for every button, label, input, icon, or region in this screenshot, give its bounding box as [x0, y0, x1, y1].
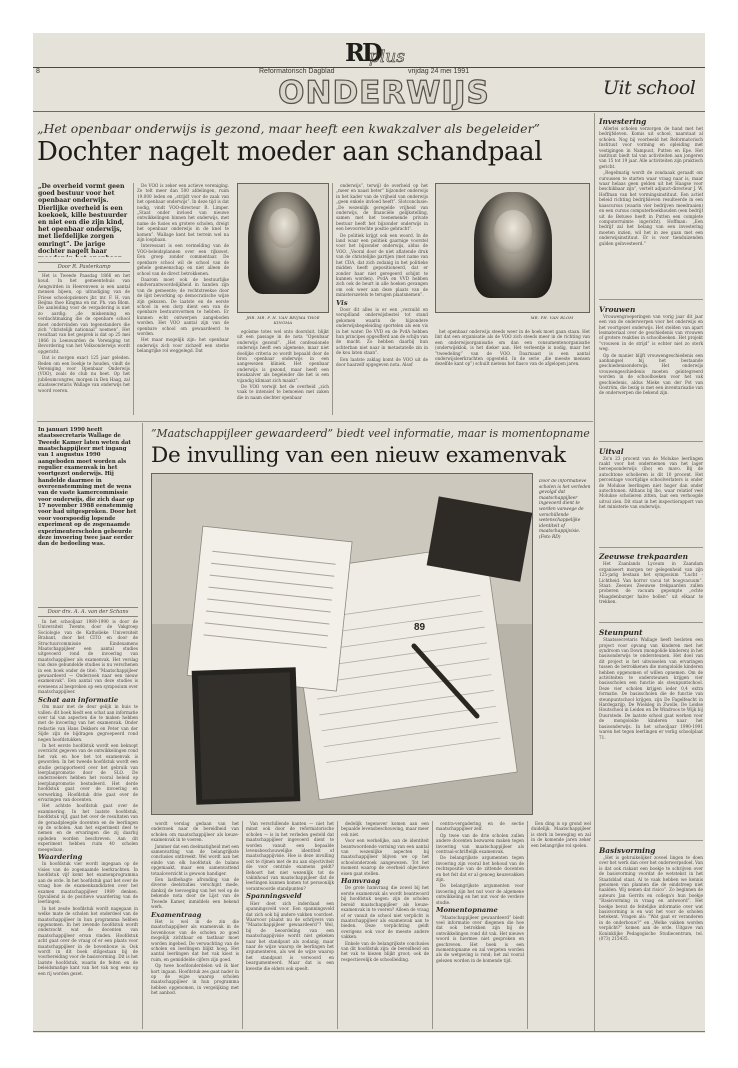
rc-head-steunpunt: Steunpunt	[599, 628, 643, 638]
article2-body-col2: Van verschillende kanten — niet het minst ook door de reformatorische scholen — is in het verleden gesteld dat maatschappijleer ingevoerd dient te worden vanuit een bepaalde levensbeschouwelijke identiteit of maatschappijvisie. Hoe is deze invulling ooit te rijmen met de nu aan objectiviteit die voor centrale examens geldt? Behoort het niet wezenlijk tot de vakinhoud van maatschappijleer dat de leerlingen kunnen komen tot persoonlijk verantwoorde standpunten? Spanningsveld Hier doet zich inderdaad een spanningsveld voor. Een spanningsveld dat zich ook bij andere vakken voordoet. Waarvoor plaatst nu de schrijvers van ”Maatschappijleer gewaardeerd”? Wel, bij de beoordeling van een maatschappijvisie wordt niet gekeken naar het standpunt als zodanig, maar naar de wijze waarop de leerlingen het argumenteren, als wel de wijze waarop het standpunt is verwoord en beargumenteerd. Maar dat is een kwestie die elders ook speelt.	[246, 821, 334, 971]
portrait-1-face	[268, 208, 300, 248]
rd-logo-plus: plus	[369, 47, 405, 67]
article2-sub-momentopname: Momentopname	[436, 906, 498, 915]
article2-body-col3: dedelijk tegenover komen aan een bepaalde levensbeschouwing, maar meer ook niet. Voor een werkelijke, aan de identiteit beantwoordende vorming van een aantal van wezenlijke aspecten bij maatschappijleer blijven we op het schoolonderzoek aangewezen. Tot het moment waarop de overheid objectieve eisen gaat stellen. Hamvraag De grote hamvraag die zowel bij het eerste examenvak als wordt beantwoord bij hoofdstuk negen: zijn de scholen bereid maatschappijleer als keuze-examenvak in te voeren? Alleen de vraag of er vanuit de school niet verplicht is maatschappijleer als examenvak aan te bieden. Deze verplichting geldt overigens ook voor de meeste andere vakken. Enkele van de belangrijkste conclusies van dit hoofdstuk zijn: de bereidheid om het vak te kiezen blijkt groot; ook de respectievelijk de schoolleiding.	[341, 821, 429, 962]
exam-photo-caption: Door de informatieve scholen is het verleden gevolgd dat maatschappijleer ingevoerd dient te worden vanwege de verschillende wetenschappelijke identiteit of maatschappijvisie. (Foto RD)	[539, 479, 591, 540]
newspaper-page	[33, 33, 705, 1033]
article1-body-col1: Het is Tweede Paasdag 1866 en het koud. In het gemeentehuis van Aengwirden in Heerenveen is een aantal mensen bijeen, op uitnodiging van de Friese schoolopzieners jhr. mr. F. H. van Beijma thoe Kingma en mr. Ph. van Blom. De aanleiding voor de vergadering is niet zo aardig: „de miskenning en verdachtmaking die de openbare school moet ondervinden van tegenstanders die zich ”christelijk nationaal” noemen”. Het resultaat van het gesprek is dat op 25 mei 1866 in Leeuwarden de Vereniging tot Bevordering van het Volksonderwijs wordt opgericht. Dat is morgen exact 125 jaar geleden. Reden om een boekje te houden, vindt de Vereniging voor Openbaar Onderwijs (VOO), zoals de club nu heet. Op het jubileumcongres, morgen in Den Haag, zal staatssecretaris Wallage van onderwijs het woord voeren.	[38, 273, 130, 393]
article2-body-col1: wordt verslag gedaan van het onderzoek naar de bereidheid van scholen om maatschappijleer als keuze-examenvak in te voeren. Jammer dat een doelmatigheid met een samenvatting van de belangrijkste conclusies ontbreekt. Wel wordt aan het einde van elk hoofdstuk de balans opgemaakt, maar een samenvattend totaaloverzicht is gewoon handiger. Een lastbehagte afronding van de diverse deelstudies verschijnt mede, dankzij de toevoeging van het wel op de bekende nota door de Lijst van de Tweede Kamer, inmiddels een bekend werk. Examentraag Het is wel in de zin die maatschappijleer als examenvak in de bovenbouw van de scholen zo goed mogelijk zichtbaar en tastbaar moet worden ingebed. De verwachting van de scholen en leerlingen blijkt hoog. Het aantal leerlingen dat het vak kiest is ruim, en gemiddelde cijfers zijn goed. Op twee hoofdonderdelen wil ik hier kort ingaan. Hoofdstuk zes gaat nader in op de wijze waarop scholen maatschappijleer in hun programma hebben opgenomen, in vergelijking met het aanbod.	[151, 821, 239, 996]
article2-body-col4: centra-vergadering en de sectie maatschappijleer zelf. Op twee van de drie scholen zullen andere docenten bezwaren maken tegen invoering van maatschappijleer als centraal-schriftelijk examenvak. De belangrijkste argumenten tegen invoering zijn vooral het behoud van de rechtspositie van de zittende docenten en het feit dat er al genoeg keuzevakken zijn. De belangrijkste argumenten voor invoering zijn het nut voor de algemene ontwikkeling en het nut voor de verdere studie. Momentopname ”Maatschappijleer gewaardeerd” biedt veel informatie over diegenen die hoe dat ook betrokken zijn bij de ontwikkelingen rond dit vak. Het nieuwe woord is hiermee niet gesproken en geschreven. Het boek is een momentopname en zal vergeten worden als de wetgeving is rond; het zal vooral gelezen worden in de komende tijd.	[436, 821, 524, 963]
rc-body-zeeuwse: Het Zaanlands Lyceum in Zaandam organiseert morgen ter gelegenheid van zijn 125-jarig bestaan het symposium ”Lucht - Lichtheid. Van horror vacui tot hoogvacuum”. Staat: Zeeuws Zeeuwse trekpaarden zullen proberen de vacuum gepompte „echte Maagdenburger halve bollen” uit elkaar te trekken.	[599, 561, 703, 605]
rc-head-uitval: Uitval	[599, 446, 624, 456]
portrait-photo-2	[435, 183, 590, 313]
exam-photo	[151, 473, 533, 815]
portrait-2-face	[494, 210, 532, 254]
article1-headline: Dochter nagelt moeder aan schandpaal	[37, 137, 543, 167]
rc-body-steunpunt: Staatssecretaris Wallage heeft besloten een project voor opvang van kinderen met het syndroom van Down (mongolide kinderen) in het basisonderwijs te ondersteunen. Het doel van dit project is het uitwisselen van ervaringen tussen de betrokkenen die mongoloïde kinderen hebben opgenomen of willen opnemen. Om de activiteiten te ondersteunen krijgen vier basisscholen een functie als steunpuntschool. Deze vier scholen krijgen ieder 0,4 extra formatie. De basisscholen die de functie van steunpuntschool krijgen, zijn De Fagelfeacht in Hardegarijp, De Wielsleg in Zwolle, De Leidse Houtschool in Leiden en De Windroos te Wijk bij Duurstede. De laatste school gaat werken voor de mongoloïde kinderen naar het basisonderwijs. In het schooljaar 1990-1991 waren het tegen leerlingen er verlig schoolplaat 71.	[599, 637, 703, 740]
paper-name: Reformatorisch Dagblad	[259, 68, 335, 75]
article1-body-col5: het openbaar onderwijs steeds weer in de hoek moet gaan staan. Het lint dat een organisatie als de VOO zich steeds meer in de richting van een onderwijsorganisatie om dan een consumentenorganisatie (onderwijsklok, is het dieker aan. Het verleentje is nodig, maar het ”tweedeling” van de VOO. Daarnaast is een aantal onderwijsleerkrachten opgesteld. In de serie „die meeste mensen dezelfde kant op”) schuilt nietens het fiasco van de afgelopen jaren.	[435, 329, 590, 367]
rc-body-uitval: Zo'n 23 procent van de Molukse leerlingen raakt voor het ondernemen van het lager beroepsonderwijs (lbo) en mavo. Bij de autochtone scholieren is dit 10 procent. Het percentage voortijdige schoolverlaters is onder de Molukse leerlingen niet hoger dan onder autochtonen. Althans bij lbo, waar relatief veel Molukse scholieren zitten, laat een verhoogde uitval zien. Dit staat in het inspectierapport van het ministerie van onderwijs.	[599, 455, 703, 510]
rc-body-vrouwen: Vrouwengroeperingen van vorig jaar dit jaar een van de onderwerpen voor het onderwijs en het voortgezet onderwijs. Het stelden van apart lesmateriaal over de geschiedenis van vrouwen of grotere reakties in schoolboeken. Het projekt ”vrouwen in de strijd” is echter niet zo sterk weg. Op de manier blijft vrouwengeschiedenis een aanhangsel bij het bestaande geschiedenisonderwijs. Het onderwijs vrouwengeschiedenis moeten geïntegreerd worden in de schoolboeken voor het vak geschiedenis, aldus Mieke van der Pot van Ooström, die bezig is met een inventarisatie van de onderwerpen die bekend zijn.	[599, 313, 703, 396]
sidebar-sub-schat: Schat aan informatie	[38, 695, 119, 704]
uit-school-column	[599, 115, 703, 1029]
article1-lead: „De overheid vormt geen goed bestuur voor het openbaar onderwijs. Dierlijke overheid is een koekoek, kille bestuurder en niet een die zijn kind, het openbaar onderwijs, met liefdelijke zorgen omringt”. De jarige dochter nagelt haar	[38, 183, 128, 255]
sidebar-body: In het schooljaar 1989-1990 is door de Universiteit Twente, door de Vakgroep Sociologie van de Katholieke Universiteit Brabant, door het CITO en door de Structuurcommissie Eindexamens Maatschappijleer een aantal studies uitgevoerd rond de invoering van maatschappijleer als examenvak. Het verslag van deze gebundelde studies is nu verschenen in een boek onder de titel: ”Maatschappijleer gewaardeerd — Onderzoek naar een nieuw examenvak”. Een aantal van deze studies is eveneens al besproken op een symposium over maatschappijleer. Schat aan informatie Om maar met de deur gelijk in huis te vallen: dit boek biedt een schat aan informatie over tal van aspecten die te maken hebben met de invoering van het examenvak. Onder redactie van Hans Dekkers en Peter van der Sijde zijn de bijdragen gegroepeerd rond negen hoofdstukken. In het eerste hoofdstuk wordt een beknopt overzicht gegeven van de ontwikkelingen rond het vak en hoe het tot examenvak is geworden. In het tweede hoofdstuk wordt een studie gerapporteerd over het gebruik van leerplanpromotie door de SLO. De onderzoekers hebben het vooral beleid op leerplanpromotie bestudeerd. Het derde hoofdstuk gaat over de invoering en verwerking. Hoofdstuk drie gaat over de ervaringen van docenten. Het achtste hoofdstuk gaat over de examinering. In het laatste hoofdstuk, hoofdstuk vijf, gaat het over de resultaten van de geraadpleegde docenten en de leerlingen op de scholen. Aan het experiment deel te nemen en de ervaringen die zij daarbij opdeden worden beschreven. Aan dit experiment hebben ruim 40 scholen meegedaan. Waardering In hoofdstuk vier wordt ingegaan op de visies van de zogenaamde leerkrachten. In hoofdstuk vijf komt het examenprogramma aan de orde. In het hoofdstuk gaat het over de vraag hoe de examenkandidaten over het examen maatschappijleer 1989 denken. Opvallend is de positieve waardering van de leerlingen. In het zesde hoofdstuk wordt nagegaan in welke mate de scholen het onderdeel van de maatschappijleer in hun programma hebben opgenomen. In het zevende hoofdstuk wordt onderzocht wat de docenten van maatschappijleer ervan vinden. Hoofdstuk acht gaat over de vraag of er een plaats voor maatschappijleer in de bovenbouw is. Ook wordt in dit boek stilgestaan bij de voorbereiding voor de basisvorming. Dit is het laatste hoofdstuk, waarin de feiten en de beleidsmatige kant van het vak nog eens op een rij worden gezet.	[38, 619, 138, 976]
article1-sub-vis: Vis	[336, 298, 348, 307]
sidebar-byline: Door drs. A. A. van der Schans	[38, 607, 138, 617]
article2-headline: De invulling van een nieuw examenvak	[151, 443, 566, 468]
sidebar-sub-waardering: Waardering	[38, 853, 83, 862]
masthead	[33, 33, 705, 113]
portrait-photo-1	[237, 183, 329, 313]
sidebar-lead: In januari 1990 heeft staatssecretaris Wallage de Tweede Kamer laten weten dat maatschappijleer met ingang van 1 augustus 1990 aangeboden moet worden als regulier examenvak in het voortgezet onderwijs. Hij handelde daarmee in overeenstemming met de wens van de vaste kamercommissie voor onderwijs, die zich daar op 17 november 1988 eenstemmig voor had uitgesproken. Door het voor voorspoedig lopende experiment op de zogenaamde experimenterscholen gebeurde deze invoering twee jaar eerder dan de bedoeling was.	[38, 427, 137, 548]
exam-paper-number: 89	[414, 622, 426, 633]
page-number: 8	[36, 68, 40, 75]
exam-photo-drawing	[152, 474, 533, 815]
section-title: ONDERWIJS	[278, 75, 490, 111]
column-title	[603, 77, 703, 107]
article2-sub-spanningsveld: Spanningsveld	[246, 892, 302, 901]
column-title-text: Uit school	[603, 77, 696, 99]
article1-byline: Door R. Pasterkamp	[38, 262, 130, 272]
article1-body-col3-lower: egoïsme totes wel onto doorsluit, blijkt uit een passage in de nota ”Openbaar onderwijs gezond”. „Het confessionele onderwijs heeft een algemene, maar niet doelijke criteria zo wordt bepaald door de bron openbaar onderwijs in een aangewezen kliniek. Het openbaar onderwijs is gezond, maar heeft een kwakzalver als begeleider die het is een vijandig klimaat zich maakt”. De VOO verwijt het de overheid „zich vaak te intensief te bemoeien met zaken die in naam slechter openbaar	[237, 329, 329, 400]
portrait-2-caption: MR. PH. VAN BLOM	[530, 315, 574, 320]
rc-head-basisvorming: Basisvorming	[599, 845, 656, 855]
article1-body-col4: onderwijs”, terwijl de overheid op het „meer en naast beter” bijzonder onderwijs in het kader van de vrijheid van onderwijs „geen enkele invloed heeft”. Slotconclusie: „De wezenlijk geregelde vrijheid van onderwijs, de financiële gelijkstelling, samen met het toenemende private bestuur heeft het bijzonder onderwijs in een bevoorrechte positie gebracht”. De politiek krijgt ook een woord. In de land waar een politiek gaarnige voorstel voor het bijzonder onderwijs, aldus de VOO. „Vooral door de niet aflatende druk van de christelijke partijen (met name van het CDA, dat zich zodanig in het politieke midden heeft gepositioneerd, dat er zonder haar niet geregeerd schijnt te kunnen worden). PvdA en VVD hebben zich ook de beurt in alle hoeken gevangen om ook weer aan deze plaats van de ministerszetels te terugen plaatsnemen”. Vis Door dit alles is er een „verzuild en verspilland onderwijsbestel tot stand gekomen waarin de bijzondere onderwijsbegeleiding sportelen als een vis in het water. De VVD en de PvdA hebben hun principes opgeofferd aan de schijn van de macht. Zo hebben daarbij hun achterban niet naar in metastatelle zin in de kou laten staan”. Een laatste zaklag komt de VOO uit de door haarzelf opgegeven nota. Alsof	[336, 183, 428, 367]
article1-body-col2: De VOO is zeker een actieve vereniging. Ze telt meer dan 500 afdelingen, ruim 19.000 leden en „strijdt voor de zaak van het openbaar onderwijs”. In deze tijd is dat nodig, vindt VOO-directeur R. Limper. „Staat onder invloed van nieuwe ontwikkelingen binnen het onderwijs, met name de fusies en grotere scholen, dreigt het openbaar onderwijs in de knel te komen”. Wallage kent het terrein wel na zijn loopbaan. Interessant is een vermelding van de VOO-beleidsplannen over een rijkswet. Een groep zonder commentaar. De openbare school wil de school van de gehele gemeenschap en niet alleen de school van de direct betrokkenen. Daarom moet ook de bestuurlijke eindverantwoordelijkheid in handen zijn van de gemeente; de rechtstreekse door de lijst bevorking op democratische wijze zijn gekozen. De laatste en de eerste school in een dorp dient een van de openbare bestuursvormen te hebben. Er kunnen echt ontwerpen aangeboden worden. Het VOO aantal zijn van de openbare school om gewaardeerd te worden. Het maar mogelijk zijn: het openbaar onderwijs zich voor zichzelf een sterke belangrijke rol weggelegd. Dat	[137, 183, 229, 354]
article1-kicker: „Het openbaar onderwijs is gezond, maar heeft een kwakzalver als begeleider”	[37, 121, 540, 136]
rc-head-vrouwen: Vrouwen	[599, 304, 636, 314]
rc-head-investering: Investering	[599, 117, 647, 126]
rd-logo	[345, 38, 405, 66]
article2-body-col5: Een ding is op grond wel duidelijk. Maatschappijleer is sterk in beweging en zal in de komende jaren zeker een belangrijke rol spelen.	[531, 821, 591, 848]
rd-logo-letters: RD	[345, 38, 380, 67]
article2-sub-examentraag: Examentraag	[151, 910, 202, 919]
portrait-1-caption: JHR. MR. F. H. VAN BEIJMA THOE KINGMA	[246, 315, 320, 325]
issue-date: vrijdag 24 mei 1991	[408, 68, 470, 75]
rc-body-investering: Allerlei scholen verzorgen de hand met het bedrijfsleven. Komis uit school, naarstaat al scholen. Nog bij voorbeeld het Reformatorisch Instituut voor vorming en opleiding met vestigingen in Nampuut, Putten en Epe. Het instituut biedt tal van activiteiten aan jongeren van 15 tot 19 jaar. Alle activiteiten zijn praktisch gericht. „Regelmatig wordt de zondaaak geraadt om cursussen te starten waar vraag naar is, maar waar helaas geen gelden uit het Haagse voor beschikbaar zijn”, vertelt adjunct-directeur J. W. Hoffman van het vormingsinstituut. Een actief beleid richting bedrijfsleven resulteerde in een kaascursus (waarin vier bedrijven meedraaien) en een cursus computerboekhouden (een bedrijf uit de Betuwe heeft in Putten een complete computerruimte ingericht). Hoffman: „Een bedrijf zal het belang van een investering moeten inzien, wil het in zee gaan met een onderwijsinstituut. Er is voor tienduizenden gulden geïnvesteerd.”	[599, 126, 703, 246]
article2-sub-hamvraag: Hamvraag	[341, 877, 381, 886]
article2-kicker: ”Maatschappijleer gewaardeerd” biedt veel informatie, maar is momentopname	[151, 427, 590, 440]
rc-head-zeeuwse: Zeeuwse trekpaarden	[599, 552, 688, 562]
rc-body-basisvorming: „Het is gebruikelijker zoveel lingen te doen over het werk dan over het onderwerpsdoel. Van is dat ook riskant een boekje te schrijven over de basisvorming voordat de wetstekst in het Staatsblad staat. Al te vaak hebben we kennis genomen van plannen die de eindstreep niet haalden. Wij nemen dat risico”. Zo beginnen de auteurs Jan Gerrits en collega's hun boekje ”Basisvorming in vraag en antwoord”. Het boekje bevat de feitelijke informatie over wat basisvorming is en wat het voor de scholen betekent. Vragen als: ”Wat gaat er veranderen in de onderbouw?” en „Welke vakken worden verplicht?” komen aan de orde. Uitgave van Koninklijke Pedagogische Studiecentrum, tel. (073) 215435.	[599, 854, 703, 942]
